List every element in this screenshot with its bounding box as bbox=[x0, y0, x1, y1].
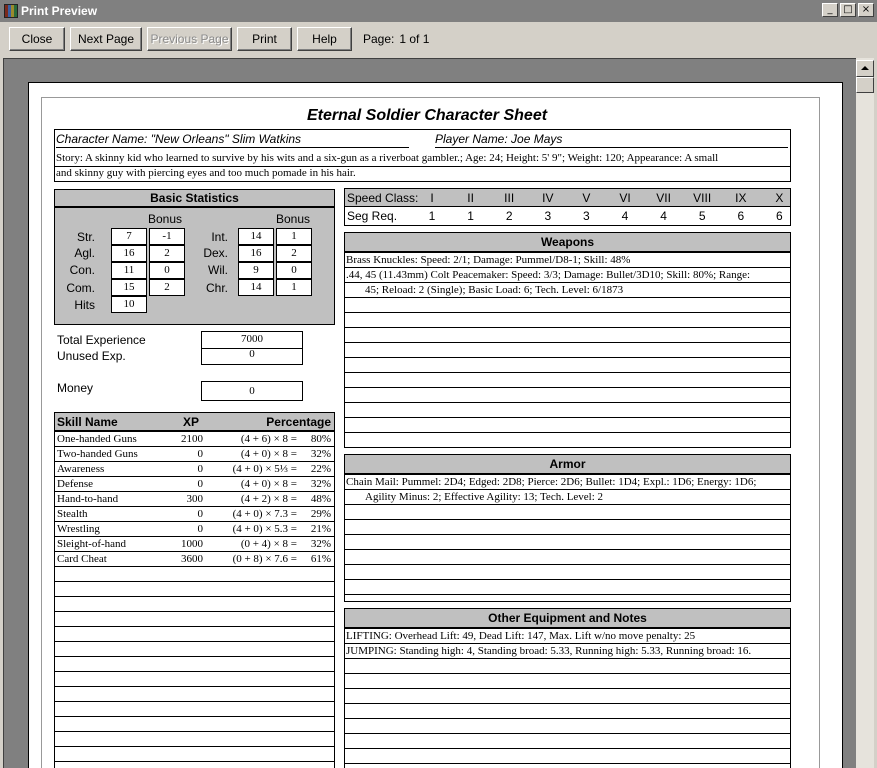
table-row-blank bbox=[55, 567, 334, 582]
skill-name: Sleight-of-hand bbox=[57, 538, 127, 550]
skill-percentage: 32% bbox=[310, 448, 331, 460]
skill-percentage: 29% bbox=[310, 508, 331, 520]
weapons-line-blank bbox=[345, 373, 790, 388]
table-row bbox=[55, 477, 334, 492]
unused-exp-value: 0 bbox=[249, 348, 255, 360]
stat-label: Agl. bbox=[74, 246, 95, 260]
skill-name: Awareness bbox=[57, 463, 105, 475]
speed-class-cell: II bbox=[467, 191, 474, 205]
stat-bonus: 0 bbox=[276, 262, 312, 279]
stat-label: Wil. bbox=[208, 263, 228, 277]
seg-req-label: Seg Req. bbox=[347, 209, 398, 223]
print-button[interactable]: Print bbox=[237, 27, 292, 51]
skill-name: Card Cheat bbox=[57, 553, 107, 565]
table-row bbox=[55, 447, 334, 462]
total-experience-value: 7000 bbox=[241, 333, 263, 345]
speed-class-row bbox=[345, 189, 790, 207]
skill-xp: 0 bbox=[197, 448, 203, 460]
money-label: Money bbox=[57, 381, 94, 395]
table-row-blank bbox=[55, 747, 334, 762]
skills-table bbox=[54, 412, 335, 768]
skill-xp: 300 bbox=[186, 493, 203, 505]
weapons-line: 45; Reload: 2 (Single); Basic Load: 6; Tech. Level: 6/1873 bbox=[345, 283, 790, 298]
skill-name-header: Skill Name bbox=[57, 415, 118, 429]
seg-req-cell: 3 bbox=[544, 209, 552, 223]
seg-req-cell: 5 bbox=[698, 209, 706, 223]
speed-class-cell: VIII bbox=[693, 191, 712, 205]
stat-value: 9 bbox=[238, 262, 274, 279]
stat-value: 11 bbox=[111, 262, 147, 279]
page-value: 1 of 1 bbox=[399, 32, 430, 46]
seg-req-cell: 1 bbox=[467, 209, 474, 223]
table-row bbox=[55, 432, 334, 447]
skill-xp: 0 bbox=[197, 463, 203, 475]
equipment-title: Other Equipment and Notes bbox=[345, 609, 790, 629]
weapons-line-blank bbox=[345, 433, 790, 448]
armor-line-blank bbox=[345, 550, 790, 565]
skill-formula: (0 + 8) × 7.6 = bbox=[232, 553, 297, 565]
speed-class-cell: IV bbox=[542, 191, 554, 205]
stat-bonus: 2 bbox=[276, 245, 312, 262]
skill-percentage: 32% bbox=[310, 478, 331, 490]
experience-box bbox=[201, 331, 303, 365]
weapons-line: .44, 45 (11.43mm) Colt Peacemaker: Speed: 3/3; Damage: Bullet/3D10; Skill: 80%; Range: bbox=[345, 268, 790, 283]
table-row bbox=[55, 552, 334, 567]
skill-percentage: 80% bbox=[310, 433, 331, 445]
skill-percentage: 22% bbox=[310, 463, 331, 475]
seg-req-cell: 6 bbox=[776, 209, 783, 223]
equipment-line-blank bbox=[345, 659, 790, 674]
speed-class-label: Speed Class: bbox=[347, 191, 419, 205]
previous-page-button[interactable]: Previous Page bbox=[147, 27, 232, 51]
equipment-section bbox=[344, 608, 791, 768]
skill-name: One-handed Guns bbox=[57, 433, 137, 445]
toolbar bbox=[0, 22, 877, 56]
speed-class-cell: III bbox=[504, 191, 515, 205]
equipment-line-blank bbox=[345, 689, 790, 704]
weapons-line-blank bbox=[345, 343, 790, 358]
speed-class-cell: X bbox=[775, 191, 784, 205]
close-button[interactable]: Close bbox=[9, 27, 65, 51]
speed-class-cell: V bbox=[582, 191, 591, 205]
speed-class-cell: VI bbox=[619, 191, 631, 205]
skill-xp: 0 bbox=[197, 478, 203, 490]
stat-label: Con. bbox=[69, 263, 95, 277]
weapons-line-blank bbox=[345, 358, 790, 373]
close-window-button[interactable]: × bbox=[858, 3, 874, 17]
equipment-line-blank bbox=[345, 674, 790, 689]
unused-exp-label: Unused Exp. bbox=[57, 349, 126, 363]
paper-page bbox=[28, 82, 843, 768]
stat-bonus: 2 bbox=[149, 245, 185, 262]
skill-percentage-header: Percentage bbox=[266, 415, 331, 429]
table-row-blank bbox=[55, 732, 334, 747]
money-value: 0 bbox=[201, 381, 303, 401]
weapons-line-blank bbox=[345, 388, 790, 403]
stat-value: 10 bbox=[111, 296, 147, 313]
weapons-line: Brass Knuckles: Speed: 2/1; Damage: Pummel/D8-1; Skill: 48% bbox=[345, 253, 790, 268]
weapons-line-blank bbox=[345, 313, 790, 328]
skill-xp: 2100 bbox=[181, 433, 203, 445]
weapons-line-blank bbox=[345, 403, 790, 418]
skill-xp: 0 bbox=[197, 523, 203, 535]
sheet-title: Eternal Soldier Character Sheet bbox=[306, 107, 548, 124]
skill-name: Hand-to-hand bbox=[57, 493, 119, 505]
maximize-button[interactable]: □ bbox=[840, 3, 856, 17]
stat-value: 14 bbox=[238, 279, 274, 296]
skill-formula: (4 + 0) × 7.3 = bbox=[232, 508, 297, 520]
player-name: Player Name: Joe Mays bbox=[435, 132, 788, 148]
seg-req-cell: 4 bbox=[621, 209, 629, 223]
stat-value: 15 bbox=[111, 279, 147, 296]
character-header bbox=[54, 129, 791, 182]
skill-percentage: 61% bbox=[310, 553, 331, 565]
preview-viewport bbox=[3, 58, 856, 768]
table-row-blank bbox=[55, 717, 334, 732]
skill-formula: (4 + 6) × 8 = bbox=[240, 433, 297, 445]
equipment-line: JUMPING: Standing high: 4, Standing broad: 5.33, Running high: 5.33, Running broad: 16. bbox=[345, 644, 790, 659]
next-page-button[interactable]: Next Page bbox=[70, 27, 142, 51]
seg-req-cell: 2 bbox=[505, 209, 513, 223]
total-experience-label: Total Experience bbox=[57, 333, 146, 347]
table-row-blank bbox=[55, 702, 334, 717]
armor-line-blank bbox=[345, 520, 790, 535]
skill-name: Stealth bbox=[57, 508, 88, 520]
stat-label: Str. bbox=[76, 230, 95, 244]
skill-name: Defense bbox=[57, 478, 94, 490]
seg-req-cell: 1 bbox=[428, 209, 436, 223]
story-line-1: Story: A skinny kid who learned to survive by his wits and a six-gun as a riverboat gambler.; Age: 24; Height: 5' 9"; Weight: 120; Appearance: A small bbox=[56, 152, 719, 164]
skill-xp-header: XP bbox=[183, 415, 200, 429]
weapons-title: Weapons bbox=[345, 233, 790, 253]
stat-value: 7 bbox=[111, 228, 147, 245]
seg-req-cell: 6 bbox=[737, 209, 745, 223]
armor-line-blank bbox=[345, 505, 790, 520]
skill-formula: (4 + 0) × 8 = bbox=[240, 448, 297, 460]
equipment-line-blank bbox=[345, 704, 790, 719]
skill-formula: (4 + 0) × 8 = bbox=[240, 478, 297, 490]
seg-req-cell: 4 bbox=[660, 209, 667, 223]
stat-label: Int. bbox=[211, 230, 228, 244]
stat-bonus: 1 bbox=[276, 279, 312, 296]
table-row-blank bbox=[55, 762, 334, 768]
app-icon bbox=[4, 4, 18, 18]
table-row-blank bbox=[55, 612, 334, 627]
armor-section bbox=[344, 454, 791, 602]
seg-req-row bbox=[345, 207, 790, 225]
speed-class-cell: I bbox=[430, 191, 434, 205]
armor-title: Armor bbox=[345, 455, 790, 475]
skill-name: Two-handed Guns bbox=[57, 448, 138, 460]
armor-line-blank bbox=[345, 535, 790, 550]
skill-percentage: 48% bbox=[310, 493, 331, 505]
help-button[interactable]: Help bbox=[297, 27, 352, 51]
weapons-line-blank bbox=[345, 328, 790, 343]
scroll-thumb[interactable] bbox=[856, 77, 874, 93]
skill-xp: 3600 bbox=[181, 553, 203, 565]
table-row bbox=[55, 507, 334, 522]
armor-line: Agility Minus: 2; Effective Agility: 13; Tech. Level: 2 bbox=[345, 490, 790, 505]
stat-bonus: 2 bbox=[149, 279, 185, 296]
title-bar bbox=[0, 0, 877, 22]
basic-statistics bbox=[54, 189, 335, 325]
stat-label: Chr. bbox=[205, 281, 228, 295]
weapons-line-blank bbox=[345, 298, 790, 313]
skill-formula: (4 + 2) × 8 = bbox=[240, 493, 297, 505]
weapons-section bbox=[344, 232, 791, 448]
stat-label: Hits bbox=[74, 298, 95, 312]
bonus-header-left: Bonus bbox=[148, 212, 183, 226]
armor-line-blank bbox=[345, 565, 790, 580]
stat-bonus: -1 bbox=[149, 228, 185, 245]
table-row-blank bbox=[55, 642, 334, 657]
seg-req-cell: 3 bbox=[583, 209, 590, 223]
table-row-blank bbox=[55, 627, 334, 642]
equipment-line-blank bbox=[345, 719, 790, 734]
table-row-blank bbox=[55, 672, 334, 687]
basic-statistics-title: Basic Statistics bbox=[55, 190, 334, 208]
skill-percentage: 21% bbox=[310, 523, 331, 535]
stat-value: 14 bbox=[238, 228, 274, 245]
speed-class-cell: IX bbox=[735, 191, 747, 205]
armor-line-blank bbox=[345, 580, 790, 595]
vertical-scrollbar[interactable] bbox=[856, 58, 874, 768]
equipment-line-blank bbox=[345, 734, 790, 749]
skill-xp: 1000 bbox=[181, 538, 203, 550]
skill-formula: (0 + 4) × 8 = bbox=[240, 538, 297, 550]
window-title: Print Preview bbox=[21, 4, 98, 18]
stat-value: 16 bbox=[238, 245, 274, 262]
skill-name: Wrestling bbox=[57, 523, 100, 535]
weapons-line-blank bbox=[345, 418, 790, 433]
minimize-button[interactable]: _ bbox=[822, 3, 838, 17]
skill-xp: 0 bbox=[197, 508, 203, 520]
table-row bbox=[55, 537, 334, 552]
stat-label: Com. bbox=[66, 281, 95, 295]
stat-bonus: 0 bbox=[149, 262, 185, 279]
skill-percentage: 32% bbox=[310, 538, 331, 550]
equipment-line-blank bbox=[345, 764, 790, 768]
armor-line: Chain Mail: Pummel: 2D4; Edged: 2D8; Pierce: 2D6; Bullet: 1D4; Expl.: 1D6; Energy: 1D6; bbox=[345, 475, 790, 490]
scroll-up-icon[interactable] bbox=[856, 60, 874, 77]
equipment-line-blank bbox=[345, 749, 790, 764]
table-row bbox=[55, 492, 334, 507]
bonus-header-right: Bonus bbox=[276, 212, 311, 226]
skills-header bbox=[55, 413, 334, 432]
skill-formula: (4 + 0) × 5⅓ = bbox=[232, 463, 297, 475]
table-row-blank bbox=[55, 597, 334, 612]
stat-value: 16 bbox=[111, 245, 147, 262]
table-row-blank bbox=[55, 582, 334, 597]
skill-formula: (4 + 0) × 5.3 = bbox=[232, 523, 297, 535]
table-row bbox=[55, 522, 334, 537]
table-row bbox=[55, 462, 334, 477]
stat-bonus: 1 bbox=[276, 228, 312, 245]
page-label: Page: bbox=[363, 32, 395, 46]
speed-class-cell: VII bbox=[656, 191, 671, 205]
story-line-2: and skinny guy with piercing eyes and too much pomade in his hair. bbox=[56, 167, 356, 179]
stat-label: Dex. bbox=[203, 246, 228, 260]
table-row-blank bbox=[55, 687, 334, 702]
equipment-line: LIFTING: Overhead Lift: 49, Dead Lift: 147, Max. Lift w/no move penalty: 25 bbox=[345, 629, 790, 644]
speed-table bbox=[344, 188, 791, 226]
character-name: Character Name: "New Orleans" Slim Watkins bbox=[56, 132, 409, 148]
table-row-blank bbox=[55, 657, 334, 672]
